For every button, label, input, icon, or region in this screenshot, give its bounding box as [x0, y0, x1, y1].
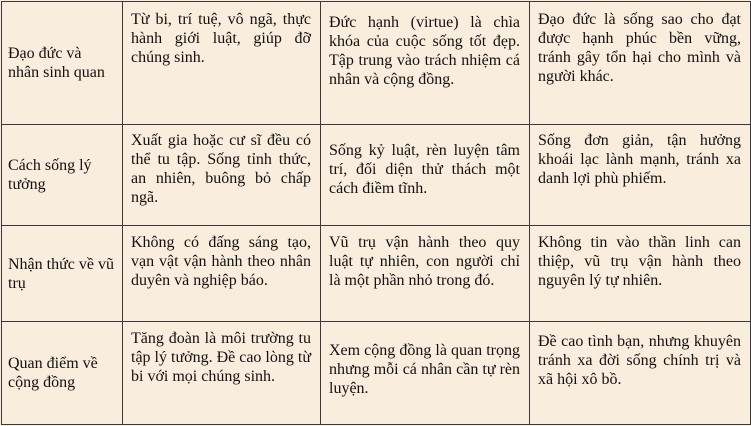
- row-label-cell: [2, 125, 123, 226]
- table-cell: [321, 2, 530, 125]
- cell-text: Không có đấng sáng tạo, vạn vật vận hành theo nhân duyên và nghiệp báo.: [131, 234, 311, 289]
- cell-text: Sống kỷ luật, rèn luyện tâm trí, đối diện thử thách một cách điềm tĩnh.: [329, 142, 520, 197]
- table-cell: [530, 322, 751, 425]
- table-cell: [530, 2, 751, 125]
- cell-text: Xuất gia hoặc cư sĩ đều có thể tu tập. Sống tỉnh thức, an nhiên, buông bỏ chấp ngã.: [131, 132, 311, 206]
- table-cell: [321, 125, 530, 226]
- cell-text: Không tin vào thần linh can thiệp, vũ trụ vận hành theo nguyên lý tự nhiên.: [538, 234, 741, 289]
- row-label-cell: [2, 322, 123, 425]
- cell-text: Xem cộng đồng là quan trọng nhưng mỗi cá nhân cần tự rèn luyện.: [329, 342, 520, 397]
- cell-text: Đức hạnh (virtue) là chìa khóa của cuộc sống tốt đẹp. Tập trung vào trách nhiệm cá nhân và cộng đồng.: [329, 14, 520, 88]
- table-cell: [123, 322, 321, 425]
- table-cell: [321, 322, 530, 425]
- row-label: Đạo đức và nhân sinh quan: [8, 45, 105, 81]
- table-cell: [530, 125, 751, 226]
- row-label: Cách sống lý tưởng: [8, 157, 92, 193]
- cell-text: Tăng đoàn là môi trường tu tập lý tưởng. Đề cao lòng từ bi với mọi chúng sinh.: [131, 330, 311, 385]
- table-cell: [123, 2, 321, 125]
- cell-text: Từ bi, trí tuệ, vô ngã, thực hành giới luật, giúp đỡ chúng sinh.: [131, 11, 311, 66]
- table-cell: [123, 125, 321, 226]
- table-row: [2, 2, 751, 125]
- row-label-cell: [2, 226, 123, 322]
- cell-text: Đạo đức là sống sao cho đạt được hạnh phúc bền vững, tránh gây tổn hại cho mình và người khác.: [538, 11, 741, 85]
- cell-text: Vũ trụ vận hành theo quy luật tự nhiên, con người chỉ là một phần nhỏ trong đó.: [329, 234, 520, 289]
- table-row: [2, 322, 751, 425]
- cell-text: Đề cao tình bạn, nhưng khuyên tránh xa đời sống chính trị và xã hội xô bồ.: [538, 333, 741, 388]
- table-cell: [321, 226, 530, 322]
- table-cell: [123, 226, 321, 322]
- table-row: [2, 226, 751, 322]
- cell-text: Sống đơn giản, tận hưởng khoái lạc lành mạnh, tránh xa danh lợi phù phiếm.: [538, 132, 741, 187]
- row-label: Quan điểm về cộng đồng: [8, 355, 98, 391]
- table-cell: [530, 226, 751, 322]
- row-label-cell: [2, 2, 123, 125]
- table-row: [2, 125, 751, 226]
- row-label: Nhận thức về vũ trụ: [8, 255, 114, 292]
- comparison-table: [1, 1, 751, 425]
